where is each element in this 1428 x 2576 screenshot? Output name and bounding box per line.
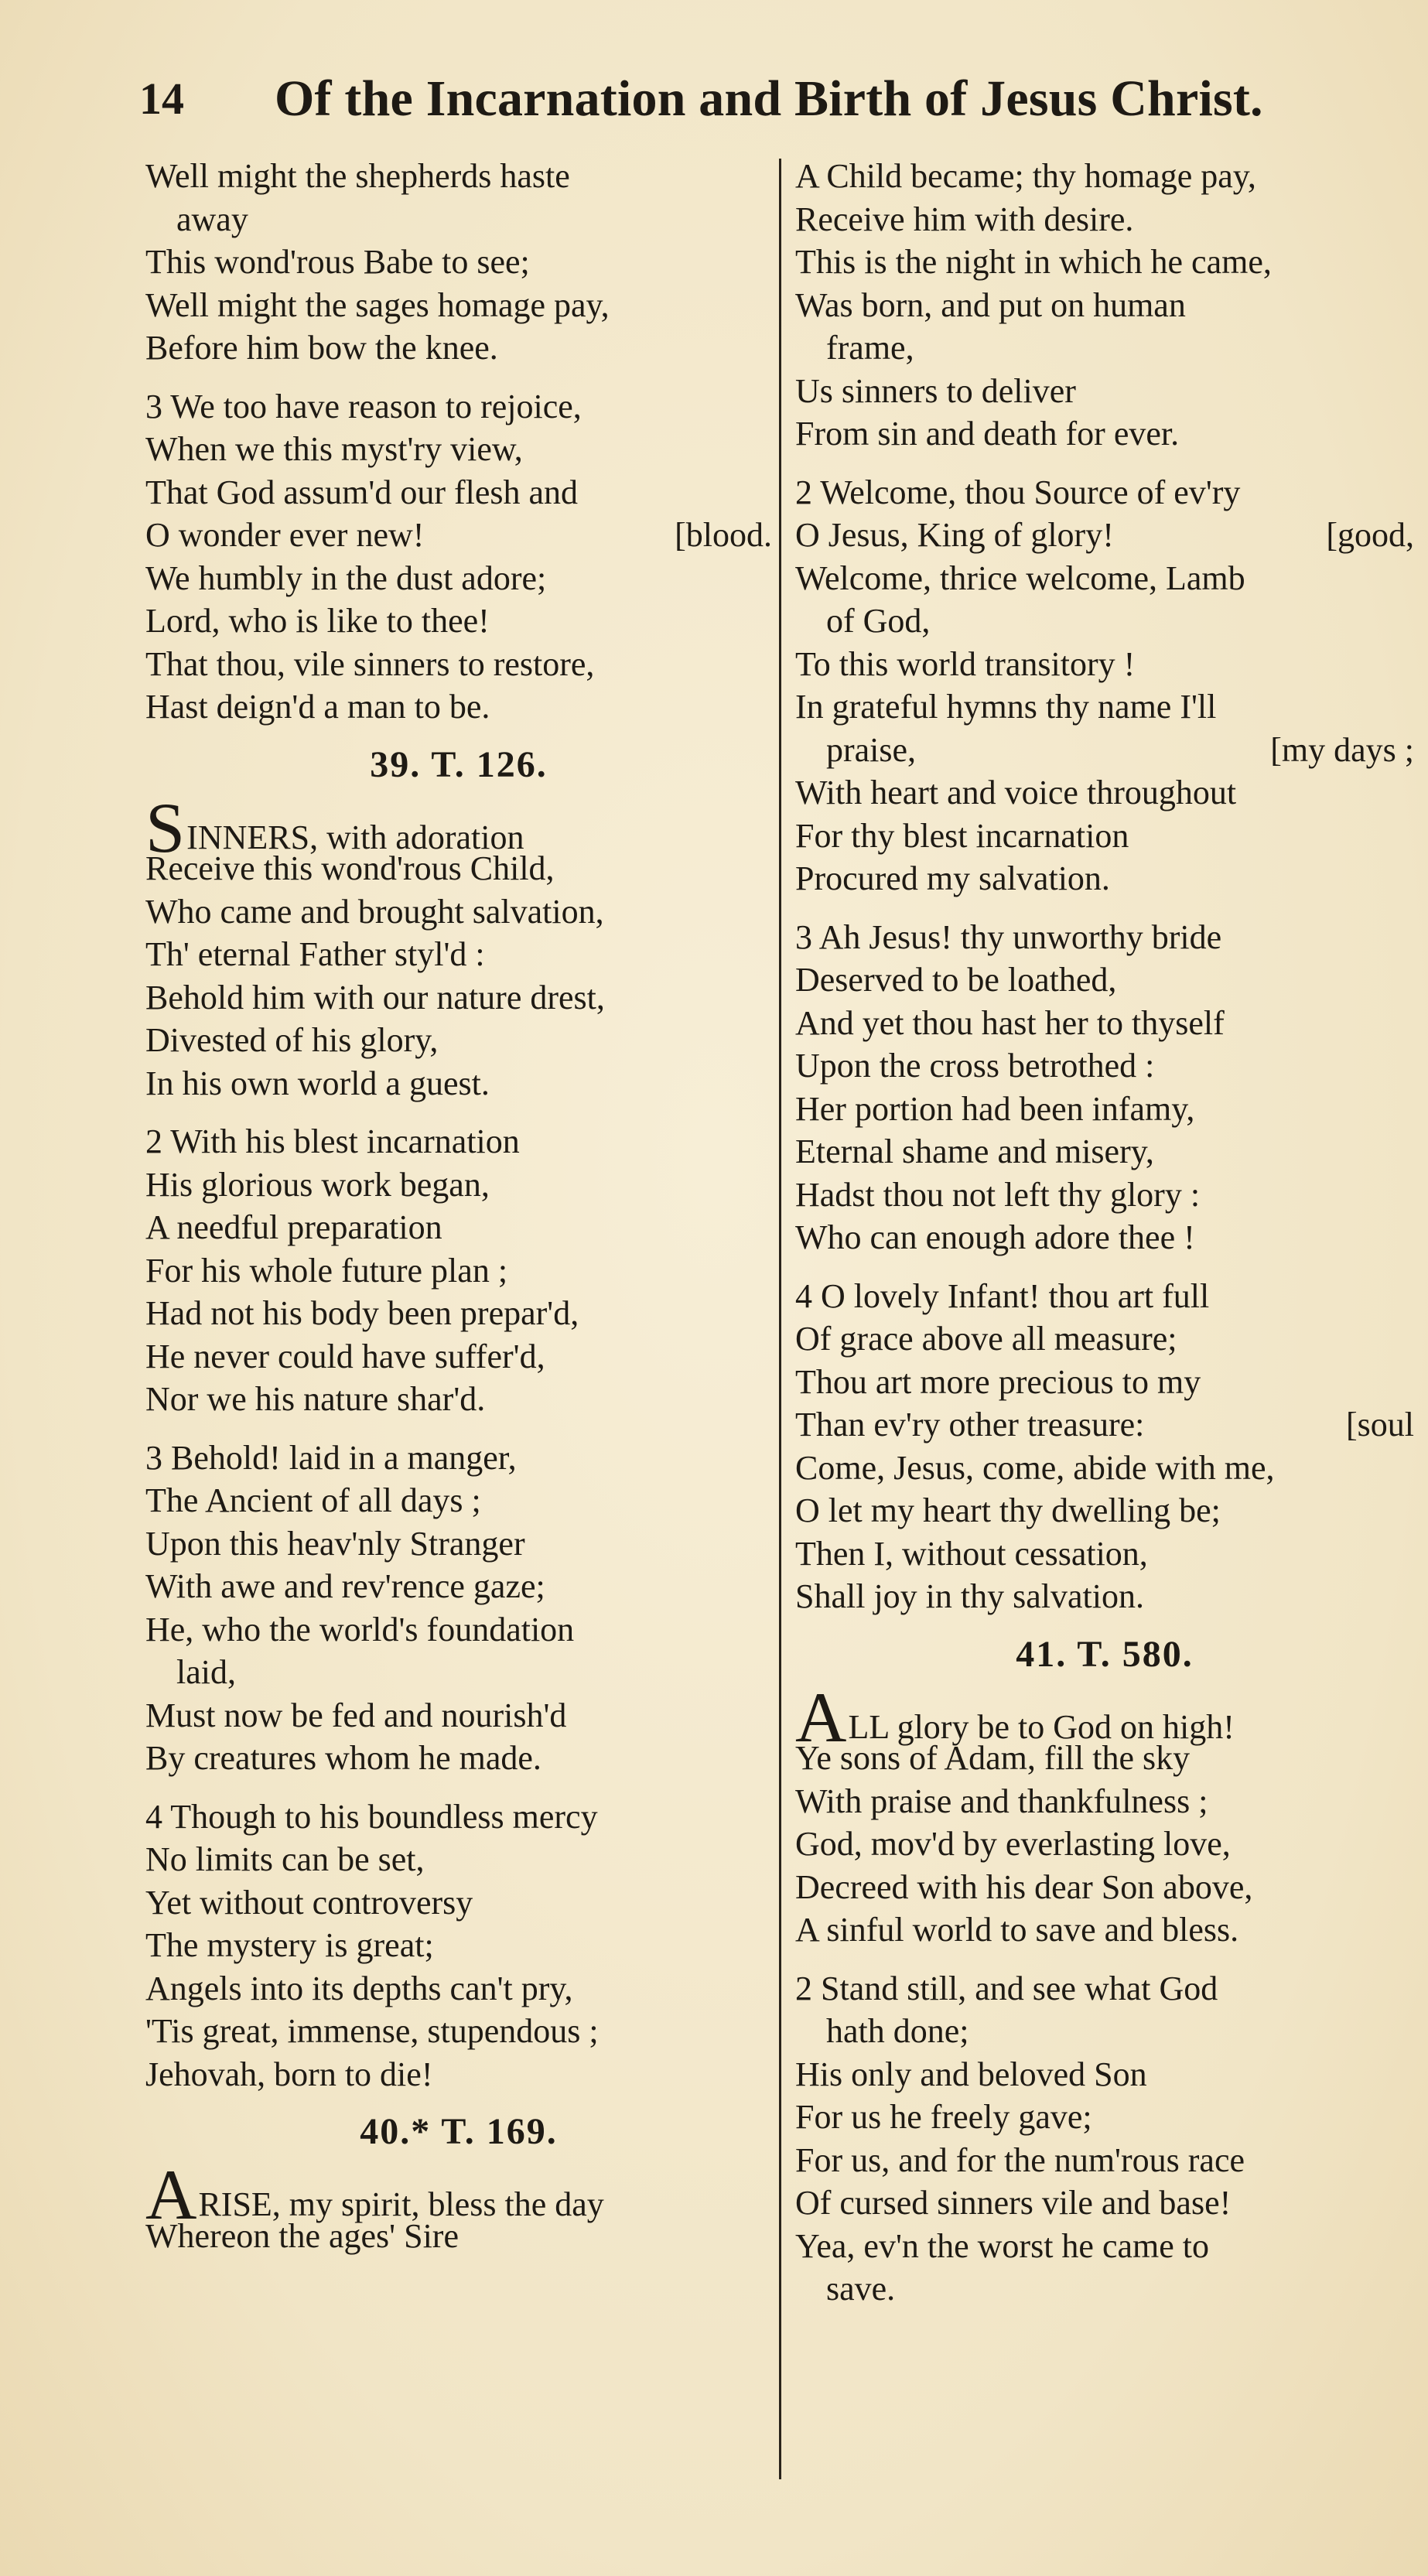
verse-line: We humbly in the dust adore;	[145, 559, 547, 597]
hymn-40-stanza-1	[145, 2155, 772, 2257]
verse-line	[795, 514, 1414, 557]
verse-line	[795, 1677, 1414, 1757]
verse-line: To this world transitory !	[795, 644, 1136, 683]
verse-line: save.	[826, 2270, 896, 2308]
verse-line	[795, 729, 1414, 772]
hymn-39-stanza-1	[145, 787, 772, 1105]
verse-line: Of grace above all measure;	[795, 1320, 1177, 1358]
turnover-bracket: [blood.	[675, 516, 772, 554]
hymn-41-stanza-2	[795, 1967, 1414, 2311]
verse-line: No limits can be set,	[145, 1840, 425, 1878]
verse-line: Nor we his nature shar'd.	[145, 1380, 486, 1418]
hymn-39-stanza-2	[145, 1120, 772, 1421]
verse-line: Thou art more precious to my	[795, 1362, 1201, 1401]
verse-line: For us, and for the num'rous race	[795, 2140, 1245, 2179]
drop-cap: S	[145, 787, 186, 867]
verse-line	[145, 2155, 772, 2234]
verse-line: Receive him with desire.	[795, 200, 1134, 238]
verse-line: A Child became; thy homage pay,	[795, 157, 1256, 195]
column-divider	[779, 159, 781, 2479]
verse-line: Was born, and put on human	[795, 285, 1186, 324]
verse-line: 'Tis great, immense, stupendous ;	[145, 2012, 599, 2050]
page-header	[139, 68, 1377, 138]
verse-line: For us he freely gave;	[795, 2098, 1092, 2136]
hymn-40-stanza-4	[795, 1275, 1414, 1618]
verse-line: From sin and death for ever.	[795, 415, 1180, 453]
verse-line: For his whole future plan ;	[145, 1251, 508, 1290]
verse-line: With praise and thankfulness ;	[795, 1782, 1208, 1820]
right-column	[795, 155, 1414, 2311]
hymn-39-stanza-4	[145, 1795, 772, 2096]
verse-text: RISE, my spirit, bless the day	[198, 2185, 604, 2223]
verse-line: That thou, vile sinners to restore,	[145, 644, 595, 683]
verse-line: God, mov'd by everlasting love,	[795, 1825, 1231, 1863]
verse-text: praise,	[826, 730, 917, 769]
verse-line	[795, 1403, 1414, 1447]
verse-line: With heart and voice throughout	[795, 774, 1237, 811]
verse-line: 3 We too have reason to rejoice,	[145, 387, 582, 425]
verse-line: Whereon the ages' Sire	[145, 2216, 459, 2255]
verse-line: Of cursed sinners vile and base!	[795, 2184, 1232, 2222]
hymn-40-stanza-3	[795, 916, 1414, 1259]
drop-cap: A	[795, 1677, 847, 1757]
verse-line: Well might the shepherds haste	[145, 157, 570, 195]
verse-line: Ye sons of Adam, fill the sky	[795, 1739, 1191, 1777]
verse-line: Who came and brought salvation,	[145, 892, 604, 931]
hymn-41-heading: 41. T. 580.	[1016, 1633, 1194, 1675]
verse-line: In grateful hymns thy name I'll	[795, 688, 1217, 726]
verse-line: Yea, ev'n the worst he came to	[795, 2226, 1209, 2265]
verse-line: Hadst thou not left thy glory :	[795, 1175, 1201, 1214]
verse-text: INNERS, with adoration	[186, 818, 524, 856]
verse-line: Had not his body been prepar'd,	[145, 1294, 579, 1332]
verse-line: In his own world a guest.	[145, 1064, 490, 1102]
page-number: 14	[139, 73, 184, 124]
verse-text: LL glory be to God on high!	[848, 1707, 1235, 1746]
verse-line: Lord, who is like to thee!	[145, 602, 490, 640]
verse-line: The Ancient of all days ;	[145, 1481, 481, 1519]
verse-line: This wond'rous Babe to see;	[145, 243, 530, 281]
verse-line: Her portion had been infamy,	[795, 1089, 1195, 1128]
verse-line: Welcome, thrice welcome, Lamb	[795, 559, 1245, 597]
verse-line: 3 Behold! laid in a manger,	[145, 1438, 517, 1477]
hymn38-continuation	[145, 155, 772, 370]
verse-line: of God,	[826, 602, 931, 640]
verse-line: O let my heart thy dwelling be;	[795, 1491, 1221, 1529]
verse-line: Must now be fed and nourish'd	[145, 1696, 567, 1734]
verse-line: frame,	[826, 329, 914, 367]
turnover-bracket: [my days ;	[1270, 730, 1414, 769]
verse-line: 2 Stand still, and see what God	[795, 1969, 1218, 2007]
verse-line: Jehovah, born to die!	[145, 2055, 433, 2093]
verse-line: Us sinners to deliver	[795, 371, 1076, 410]
drop-cap: A	[145, 2155, 197, 2234]
verse-line: When we this myst'ry view,	[145, 430, 523, 468]
verse-line: He, who the world's foundation	[145, 1610, 575, 1648]
verse-line: away	[176, 200, 248, 238]
turnover-bracket: [soul	[1346, 1406, 1414, 1443]
left-column	[145, 155, 772, 2257]
verse-text: Than ev'ry other treasure:	[795, 1406, 1145, 1443]
verse-line: He never could have suffer'd,	[145, 1337, 545, 1375]
verse-line: Upon the cross betrothed :	[795, 1047, 1155, 1085]
hymn38-stanza-3	[145, 385, 772, 729]
verse-line: 2 Welcome, thou Source of ev'ry	[795, 473, 1241, 511]
verse-line: His only and beloved Son	[795, 2055, 1147, 2093]
verse-line: This is the night in which he came,	[795, 243, 1272, 281]
verse-line: Divested of his glory,	[145, 1021, 439, 1059]
verse-line: laid,	[176, 1653, 236, 1691]
verse-line: Decreed with his dear Son above,	[795, 1867, 1253, 1906]
hymn-40-heading: 40.* T. 169.	[360, 2111, 558, 2152]
hymn-40-stanza-2	[795, 471, 1414, 900]
verse-line: Before him bow the knee.	[145, 329, 498, 367]
verse-line: 4 O lovely Infant! thou art full	[795, 1276, 1210, 1315]
verse-line: For thy blest incarnation	[795, 816, 1129, 855]
verse-line: A needful preparation	[145, 1208, 442, 1246]
verse-line: Th' eternal Father styl'd :	[145, 935, 485, 973]
verse-line: Then I, without cessation,	[795, 1534, 1148, 1573]
verse-text: O Jesus, King of glory!	[795, 516, 1114, 554]
hymn-41-stanza-1	[795, 1677, 1414, 1952]
verse-line: Deserved to be loathed,	[795, 961, 1117, 999]
verse-line	[145, 787, 772, 867]
hymn-39-stanza-3	[145, 1437, 772, 1780]
verse-line	[145, 514, 772, 557]
verse-line: 4 Though to his boundless mercy	[145, 1797, 598, 1836]
verse-line: 2 With his blest incarnation	[145, 1122, 520, 1160]
verse-line: The mystery is great;	[145, 1926, 434, 1964]
verse-line: By creatures whom he made.	[145, 1739, 541, 1777]
turnover-bracket: [good,	[1326, 516, 1414, 554]
verse-line: Receive this wond'rous Child,	[145, 849, 555, 887]
hymn-39-heading: 39. T. 126.	[370, 743, 548, 785]
verse-text: O wonder ever new!	[145, 516, 425, 554]
verse-line: Angels into its depths can't pry,	[145, 1969, 573, 2007]
verse-line: 3 Ah Jesus! thy unworthy bride	[795, 917, 1222, 956]
verse-line: Upon this heav'nly Stranger	[145, 1524, 525, 1563]
verse-line: Come, Jesus, come, abide with me,	[795, 1448, 1275, 1487]
verse-line: Eternal shame and misery,	[795, 1133, 1154, 1170]
verse-line: Behold him with our nature drest,	[145, 978, 605, 1016]
verse-line: That God assum'd our flesh and	[145, 473, 579, 511]
verse-line: Shall joy in thy salvation.	[795, 1577, 1144, 1615]
verse-line: A sinful world to save and bless.	[795, 1911, 1239, 1949]
verse-line: And yet thou hast her to thyself	[795, 1003, 1225, 1042]
hymn-40-continuation	[795, 155, 1414, 456]
verse-line: Hast deign'd a man to be.	[145, 688, 490, 726]
verse-line: Well might the sages homage pay,	[145, 285, 610, 324]
verse-line: With awe and rev'rence gaze;	[145, 1567, 545, 1605]
verse-line: Yet without controversy	[145, 1883, 473, 1922]
verse-line: His glorious work began,	[145, 1165, 490, 1204]
verse-line: Who can enough adore thee !	[795, 1218, 1195, 1256]
verse-line: hath done;	[826, 2012, 969, 2050]
verse-line: Procured my salvation.	[795, 859, 1110, 897]
running-title: Of the Incarnation and Birth of Jesus Christ.	[275, 70, 1263, 127]
